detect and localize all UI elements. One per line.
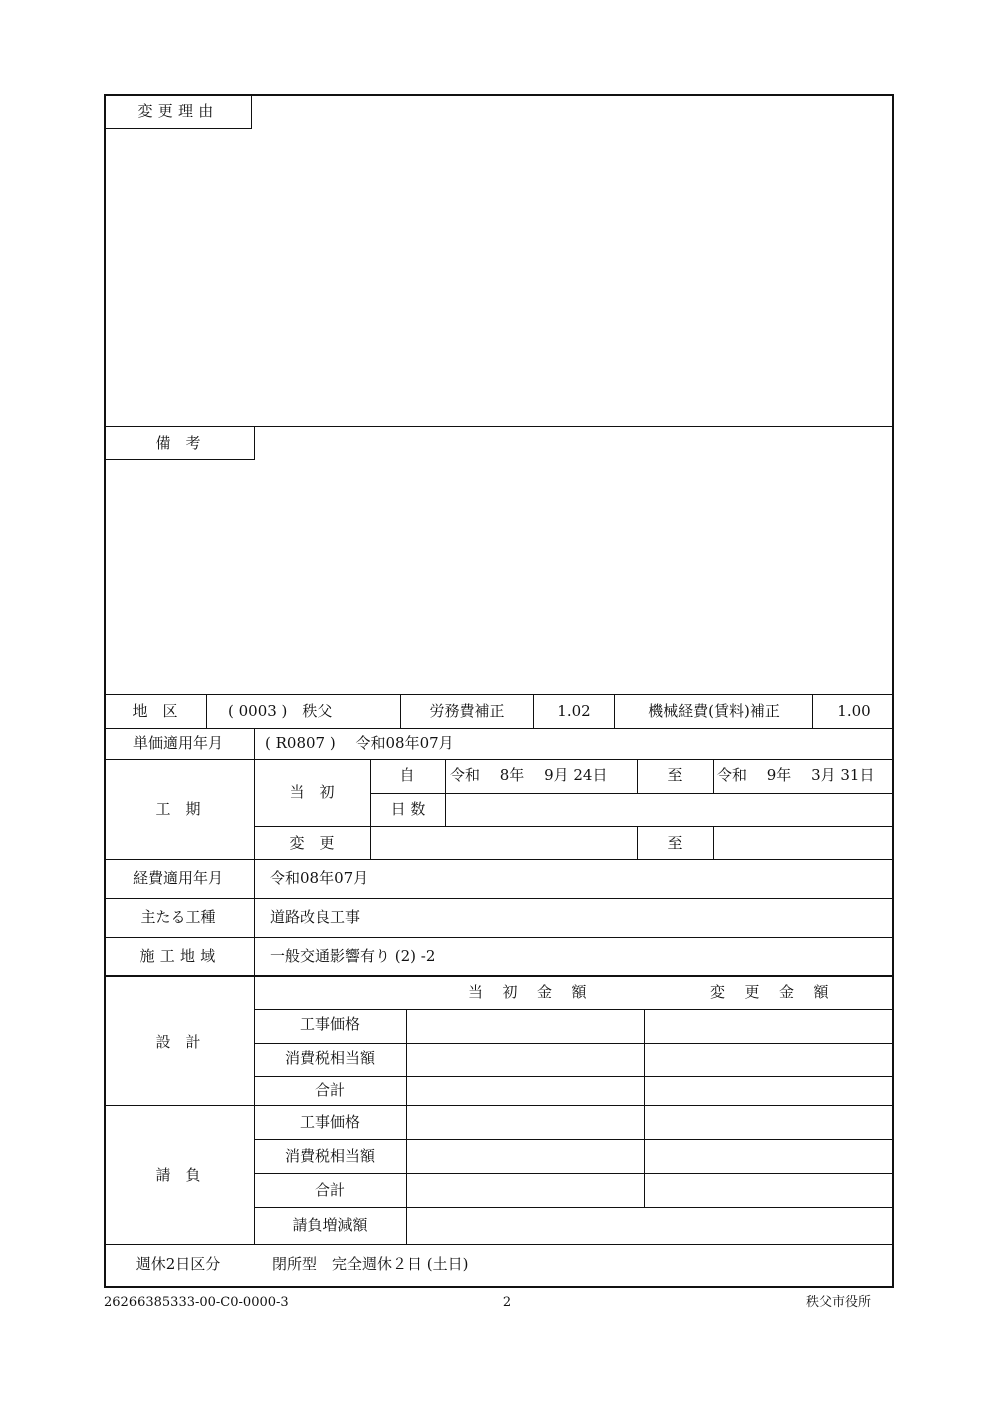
col-line bbox=[370, 760, 371, 859]
col-line bbox=[637, 827, 638, 859]
col-line bbox=[637, 760, 638, 793]
remarks-label: 備 考 bbox=[155, 434, 201, 452]
col-line bbox=[812, 695, 813, 728]
expense-label: 経費適用年月 bbox=[132, 869, 224, 887]
change-reason-tab-bottom bbox=[105, 128, 252, 129]
col-line bbox=[614, 695, 615, 728]
main-work-value: 道路改良工事 bbox=[270, 908, 361, 926]
area-value: 一般交通影響有り (2) -2 bbox=[270, 947, 436, 965]
contract-row-price: 工事価格 bbox=[299, 1113, 361, 1131]
change-reason-label: 変更理由 bbox=[137, 102, 219, 120]
col-line bbox=[533, 695, 534, 728]
contract-row-tax: 消費税相当額 bbox=[284, 1147, 376, 1165]
holiday-label: 週休2日区分 bbox=[135, 1255, 221, 1273]
design-label: 設 計 bbox=[155, 1033, 201, 1051]
row-line bbox=[105, 898, 893, 899]
col-line bbox=[206, 695, 207, 728]
col-line bbox=[713, 827, 714, 859]
remarks-tab-bottom bbox=[105, 459, 255, 460]
design-row-price: 工事価格 bbox=[299, 1015, 361, 1033]
col-line bbox=[445, 760, 446, 826]
row-line bbox=[254, 1076, 893, 1077]
period-change-label: 変 更 bbox=[289, 834, 335, 852]
holiday-value: 閉所型 完全週休２日 (土日) bbox=[272, 1255, 469, 1273]
machine-correction-value: 1.00 bbox=[837, 702, 871, 720]
district-label: 地 区 bbox=[132, 702, 178, 720]
row-line bbox=[105, 1244, 893, 1245]
row-line bbox=[105, 728, 893, 729]
row-line bbox=[370, 793, 893, 794]
col-line bbox=[644, 1010, 645, 1207]
row-line bbox=[105, 694, 893, 695]
footer-page-number: 2 bbox=[502, 1295, 512, 1310]
design-row-tax: 消費税相当額 bbox=[284, 1049, 376, 1067]
row-line bbox=[105, 937, 893, 938]
labor-correction-value: 1.02 bbox=[557, 702, 591, 720]
row-line bbox=[254, 1043, 893, 1044]
divider-remarks bbox=[105, 426, 893, 427]
row-line bbox=[254, 1139, 893, 1140]
unit-price-value: ( R0807 ) 令和08年07月 bbox=[265, 734, 454, 752]
remarks-tab-right bbox=[254, 427, 255, 460]
labor-correction-label: 労務費補正 bbox=[429, 702, 505, 720]
change-reason-area[interactable] bbox=[106, 130, 892, 425]
initial-amount-header: 当初金額 bbox=[467, 983, 607, 1001]
row-line bbox=[254, 1207, 893, 1208]
col-line bbox=[254, 729, 255, 1244]
col-line bbox=[400, 695, 401, 728]
contract-diff-label: 請負増減額 bbox=[292, 1216, 368, 1234]
row-line bbox=[254, 1173, 893, 1174]
change-reason-tab-right bbox=[251, 95, 252, 129]
period-to-value: 令和 9年 3月 31日 bbox=[717, 766, 875, 784]
period-label: 工 期 bbox=[155, 800, 201, 818]
col-line bbox=[713, 760, 714, 793]
contract-row-total: 合計 bbox=[314, 1181, 346, 1199]
period-days-label: 日 数 bbox=[390, 800, 426, 818]
main-work-label: 主たる工種 bbox=[140, 908, 216, 926]
footer-doc-id: 26266385333-00-C0-0000-3 bbox=[104, 1295, 289, 1310]
design-row-total: 合計 bbox=[314, 1081, 346, 1099]
period-from-label: 自 bbox=[399, 766, 415, 784]
contract-label: 請 負 bbox=[155, 1166, 201, 1184]
period-from-value: 令和 8年 9月 24日 bbox=[450, 766, 608, 784]
row-line bbox=[254, 826, 893, 827]
expense-value: 令和08年07月 bbox=[270, 869, 369, 887]
row-line bbox=[254, 1009, 893, 1010]
row-line bbox=[105, 975, 893, 977]
row-line bbox=[105, 759, 893, 760]
district-value: ( 0003 ) 秩父 bbox=[228, 702, 333, 720]
period-to-label: 至 bbox=[667, 766, 683, 784]
footer-office: 秩父市役所 bbox=[806, 1295, 872, 1310]
unit-price-label: 単価適用年月 bbox=[132, 734, 224, 752]
row-line bbox=[105, 859, 893, 860]
remarks-area[interactable] bbox=[106, 461, 892, 693]
machine-correction-label: 機械経費(賃料)補正 bbox=[648, 702, 780, 720]
change-amount-header: 変更金額 bbox=[709, 983, 849, 1001]
row-line bbox=[105, 1105, 893, 1106]
col-line bbox=[406, 1010, 407, 1244]
period-change-to-label: 至 bbox=[667, 834, 683, 852]
period-initial-label: 当 初 bbox=[289, 783, 335, 801]
area-label: 施工地域 bbox=[139, 947, 221, 965]
